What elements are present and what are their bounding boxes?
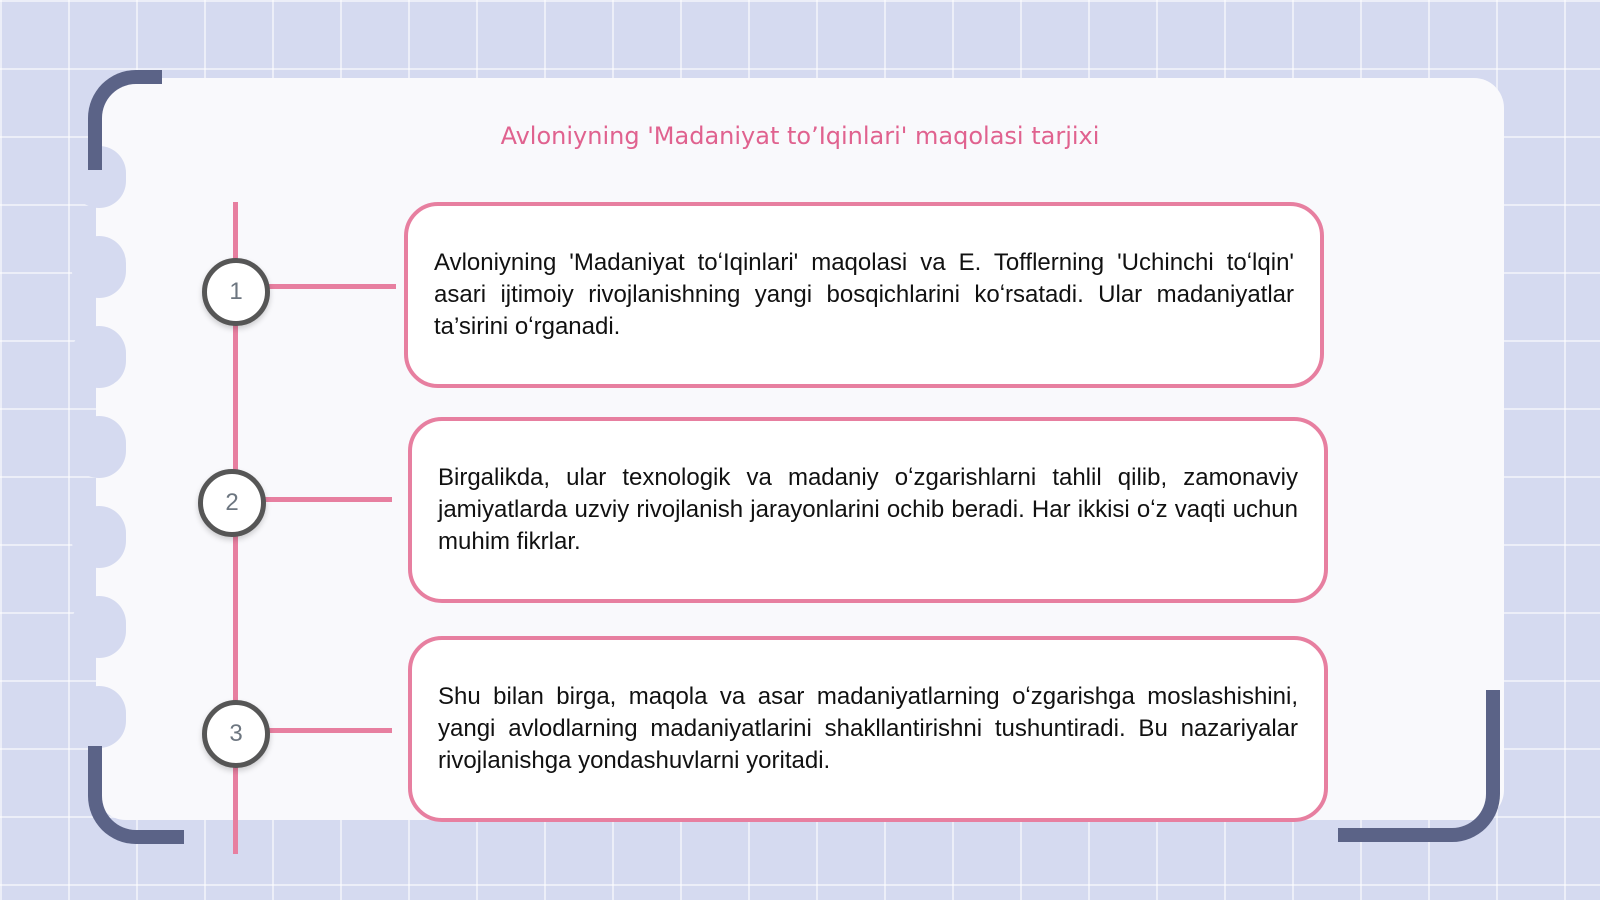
step-text-2: Birgalikda, ular texnologik va madaniy oʻzgarishlarni tahlil qilib, zamonaviy jamiyatlarda uzviy rivojlanish jarayonlarini ochib beradi. Har ikkisi oʻz vaqti uchun muhim fikrlar.	[438, 464, 1298, 555]
corner-bracket-top-left	[88, 70, 162, 170]
binder-notch	[72, 686, 126, 748]
step-card-2	[408, 417, 1328, 603]
binder-notch	[72, 326, 126, 388]
step-connector	[268, 284, 396, 289]
step-number-1: 1	[202, 258, 270, 326]
slide-title: Avloniyning 'Madaniyat toʼIqinlari' maqolasi tarjixi	[500, 122, 1100, 150]
corner-bracket-bottom-right	[1338, 690, 1500, 842]
step-text-3: Shu bilan birga, maqola va asar madaniyatlarning oʻzgarishga moslashishini, yangi avlodlarning madaniyatlarini shakllantirishni tushuntiradi. Bu nazariyalar rivojlanishga yondashuvlarni yoritadi.	[438, 683, 1298, 774]
step-number-3: 3	[202, 700, 270, 768]
binder-notch	[72, 236, 126, 298]
binder-notch	[72, 596, 126, 658]
step-connector	[268, 728, 392, 733]
binder-notch	[72, 416, 126, 478]
step-card-3	[408, 636, 1328, 822]
step-number-2: 2	[198, 469, 266, 537]
corner-bracket-bottom-left	[88, 746, 184, 844]
step-card-1	[404, 202, 1324, 388]
step-text-1: Avloniyning 'Madaniyat toʻIqinlari' maqolasi va E. Tofflerning 'Uchinchi toʻlqin' asari ijtimoiy rivojlanishning yangi bosqichlarini koʻrsatadi. Ular madaniyatlar ta’sirini oʻrganadi.	[434, 249, 1294, 340]
step-connector	[264, 497, 392, 502]
binder-notch	[72, 506, 126, 568]
